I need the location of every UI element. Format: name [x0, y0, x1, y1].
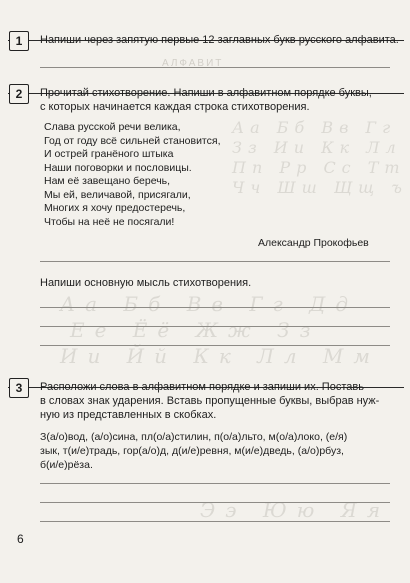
task-1-instruction: Напиши через запятую первые 12 заглавных букв русского алфавита.: [40, 34, 399, 46]
task-3-words-line1: З(а/о)вод, (а/о)сина, пл(о/а)стилин, п(о/а)льто, м(о/а)локо, (е/я): [40, 431, 348, 443]
poem-line: Нам её завещано беречь,: [44, 175, 171, 187]
poem-line: Слава русской речи велика,: [44, 121, 181, 133]
bleed-through-decoration: Аа Бб Вв Гг: [232, 118, 397, 137]
task-3-words-line3: б(и/е)рёза.: [40, 459, 93, 471]
task-2-sub-instruction: Напиши основную мысль стихотворения.: [40, 277, 252, 289]
task-2-main-idea-line[interactable]: [40, 307, 390, 308]
task-3-words-line2: зык, т(и/е)традь, гор(а/о)д, д(и/е)ревня, м(и/е)дведь, (а/о)рбуз,: [40, 445, 344, 457]
poem-line: Год от году всё сильней становится,: [44, 134, 221, 147]
task-1-answer-line[interactable]: [40, 67, 390, 68]
poem-line: И острей гранёного штыка: [44, 148, 174, 160]
bleed-through-decoration: Зз Ии Кк Лл: [232, 138, 402, 157]
task-3-answer-line[interactable]: [40, 521, 390, 522]
task-2-instruction-line2: с которых начинается каждая строка стихотворения.: [40, 101, 310, 113]
bleed-through-decoration: Чч Шш Щщ ъ: [232, 178, 408, 197]
bleed-through-decoration: АЛФАВИТ: [162, 58, 224, 69]
task-3-instruction-line3: ную из представленных в скобках.: [40, 409, 217, 421]
poem-line: Мы ей, величавой, присягали,: [44, 188, 191, 201]
bleed-through-decoration: Ии Йй Кк Лл Мм: [60, 344, 380, 368]
poem-line: Чтобы на неё не посягали!: [44, 215, 175, 228]
task-2-number: 2: [9, 84, 29, 104]
task-3-instruction-line2: в словах знак ударения. Вставь пропущенные буквы, выбрав нуж-: [40, 395, 380, 407]
bleed-through-decoration: Пп Рр Сс Тт: [232, 158, 406, 177]
task-3-number: 3: [9, 378, 29, 398]
task-3-instruction-line1: Расположи слова в алфавитном порядке и запиши их. Поставь: [40, 381, 364, 393]
poem-line: Многих я хочу предостеречь,: [44, 202, 186, 214]
task-3-answer-line[interactable]: [40, 483, 390, 484]
task-1-number: 1: [9, 31, 29, 51]
task-2-letters-answer-line[interactable]: [40, 261, 390, 262]
poem: [44, 121, 220, 229]
task-3-answer-line[interactable]: [40, 502, 390, 503]
task-2-main-idea-line[interactable]: [40, 345, 390, 346]
bleed-through-decoration: Аа Бб Вв Гг Дд: [60, 292, 359, 316]
poem-line: Наши поговорки и пословицы.: [44, 161, 192, 174]
poem-author: Александр Прокофьев: [258, 237, 369, 249]
task-2-instruction-line1: Прочитай стихотворение. Напиши в алфавитном порядке буквы,: [40, 87, 372, 99]
task-2-main-idea-line[interactable]: [40, 326, 390, 327]
bleed-through-decoration: Ее Ёё Жж Зз: [70, 318, 321, 342]
bleed-through-decoration: Ээ Юю Яя: [200, 498, 391, 522]
page-number: 6: [17, 532, 24, 546]
